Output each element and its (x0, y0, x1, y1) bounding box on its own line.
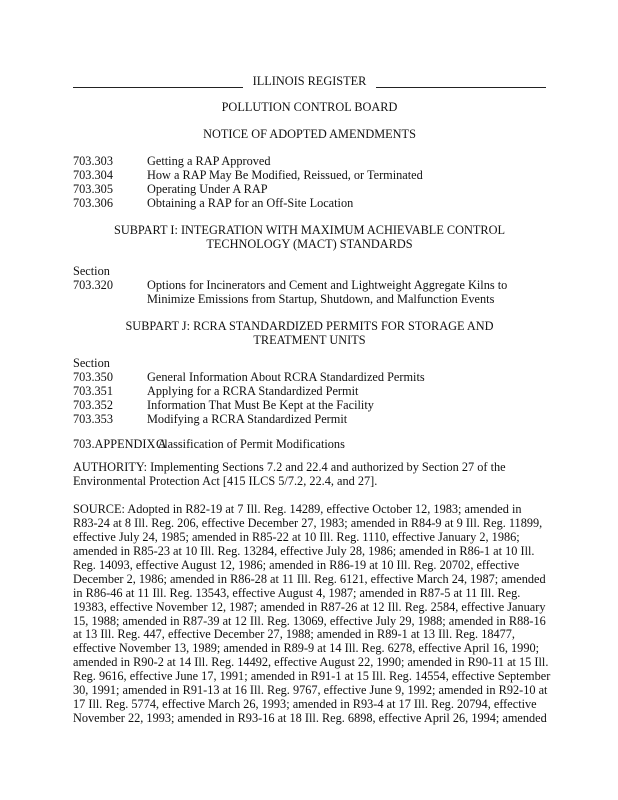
section-title: Modifying a RCRA Standardized Permit (147, 412, 348, 426)
toc-entry (73, 168, 553, 182)
subpart-i-title-line: SUBPART I: INTEGRATION WITH MAXIMUM ACHIEVABLE CONTROL (114, 223, 505, 237)
section-number: 703.352 (73, 398, 113, 412)
subpart-j-title (73, 319, 546, 347)
section-title: Information That Must Be Kept at the Facility (147, 398, 374, 412)
source-line: SOURCE: Adopted in R82-19 at 7 Ill. Reg. 14289, effective October 12, 1983; amended in (73, 502, 522, 516)
source-line: effective July 24, 1985; amended in R85-22 at 10 Ill. Reg. 1110, effective January 2, 1986; (73, 529, 520, 544)
appendix-entry (73, 437, 553, 451)
source-line: effective November 13, 1989; amended in R89-9 at 14 Ill. Reg. 6278, effective April 16, 1990; (73, 641, 540, 656)
authority-line: Environmental Protection Act [415 ILCS 5/7.2, 22.4, and 27]. (73, 473, 378, 488)
notice-title: NOTICE OF ADOPTED AMENDMENTS (203, 127, 416, 141)
toc-entry (73, 398, 553, 412)
section-number: 703.351 (73, 384, 113, 398)
subpart-i-title (73, 223, 546, 251)
subpart-j-title-line: TREATMENT UNITS (253, 333, 366, 347)
source-line: Reg. 9616, effective June 17, 1991; amended in R91-1 at 15 Ill. Reg. 14554, effective September (73, 669, 551, 684)
source-line: Reg. 14093, effective August 12, 1986; amended in R86-19 at 10 Ill. Reg. 20702, effective (73, 557, 520, 572)
section-number: 703.305 (73, 182, 113, 196)
section-title: How a RAP May Be Modified, Reissued, or Terminated (147, 168, 423, 182)
toc-entry (73, 384, 553, 398)
agency-title: POLLUTION CONTROL BOARD (221, 100, 398, 114)
authority-note (73, 460, 553, 488)
source-line: December 2, 1986; amended in R86-28 at 11 Ill. Reg. 6121, effective March 24, 1987; amended (73, 571, 546, 586)
section-title: General Information About RCRA Standardized Permits (147, 370, 425, 384)
section-label: Section (73, 356, 110, 370)
section-label: Section (73, 264, 110, 278)
appendix-number: 703.APPENDIX A (73, 437, 167, 451)
toc-entry (73, 196, 553, 210)
appendix-title: Classification of Permit Modifications (156, 437, 345, 451)
source-line: 15, 1988; amended in R87-39 at 12 Ill. Reg. 13069, effective July 29, 1988; amended in R88-16 (73, 613, 546, 628)
toc-entry (73, 278, 553, 306)
section-number: 703.304 (73, 168, 113, 182)
toc-entry (73, 370, 553, 384)
source-line: at 13 Ill. Reg. 447, effective December 27, 1988; amended in R89-1 at 13 Ill. Reg. 18477, (73, 627, 516, 642)
section-title: Operating Under A RAP (147, 182, 268, 196)
source-line: 19383, effective November 12, 1987; amended in R87-26 at 12 Ill. Reg. 2584, effective January (73, 599, 546, 614)
section-number: 703.353 (73, 412, 113, 426)
subpart-i-title-line: TECHNOLOGY (MACT) STANDARDS (206, 237, 413, 251)
source-line: 30, 1991; amended in R91-13 at 16 Ill. Reg. 9767, effective June 9, 1992; amended in R92-10 at (73, 683, 548, 698)
source-line: in R86-46 at 11 Ill. Reg. 13543, effective August 4, 1987; amended in R87-5 at 11 Ill. Reg. (73, 585, 521, 600)
source-line: R83-24 at 8 Ill. Reg. 206, effective December 27, 1983; amended in R84-9 at 9 Ill. Reg. 11899, (73, 515, 543, 530)
section-title: Getting a RAP Approved (147, 154, 271, 168)
section-number: 703.303 (73, 154, 113, 168)
section-title: Obtaining a RAP for an Off-Site Location (147, 196, 354, 210)
section-number: 703.350 (73, 370, 113, 384)
toc-entry (73, 154, 553, 168)
source-line: November 22, 1993; amended in R93-16 at 18 Ill. Reg. 6898, effective April 26, 1994; amended (73, 711, 547, 726)
source-note (73, 502, 553, 725)
source-line: amended in R85-23 at 10 Ill. Reg. 13284, effective July 28, 1986; amended in R86-1 at 10 Ill. (73, 543, 535, 558)
section-number: 703.320 (73, 278, 113, 292)
section-number: 703.306 (73, 196, 113, 210)
source-line: 17 Ill. Reg. 5774, effective March 26, 1993; amended in R93-4 at 17 Ill. Reg. 20794, effective (73, 697, 537, 712)
source-line: amended in R90-2 at 14 Ill. Reg. 14492, effective August 22, 1990; amended in R90-11 at 15 Ill. (73, 655, 549, 670)
section-title: Applying for a RCRA Standardized Permit (147, 384, 359, 398)
toc-entry (73, 412, 553, 426)
section-title: Options for Incinerators and Cement and Lightweight Aggregate Kilns to Minimize Emissions from Startup, Shutdown, and Malfunction Events (147, 278, 508, 306)
authority-line: AUTHORITY: Implementing Sections 7.2 and 22.4 and authorized by Section 27 of the (73, 460, 506, 474)
register-title: ILLINOIS REGISTER (252, 74, 367, 88)
toc-entry (73, 182, 553, 196)
subpart-j-title-line: SUBPART J: RCRA STANDARDIZED PERMITS FOR STORAGE AND (125, 319, 494, 333)
